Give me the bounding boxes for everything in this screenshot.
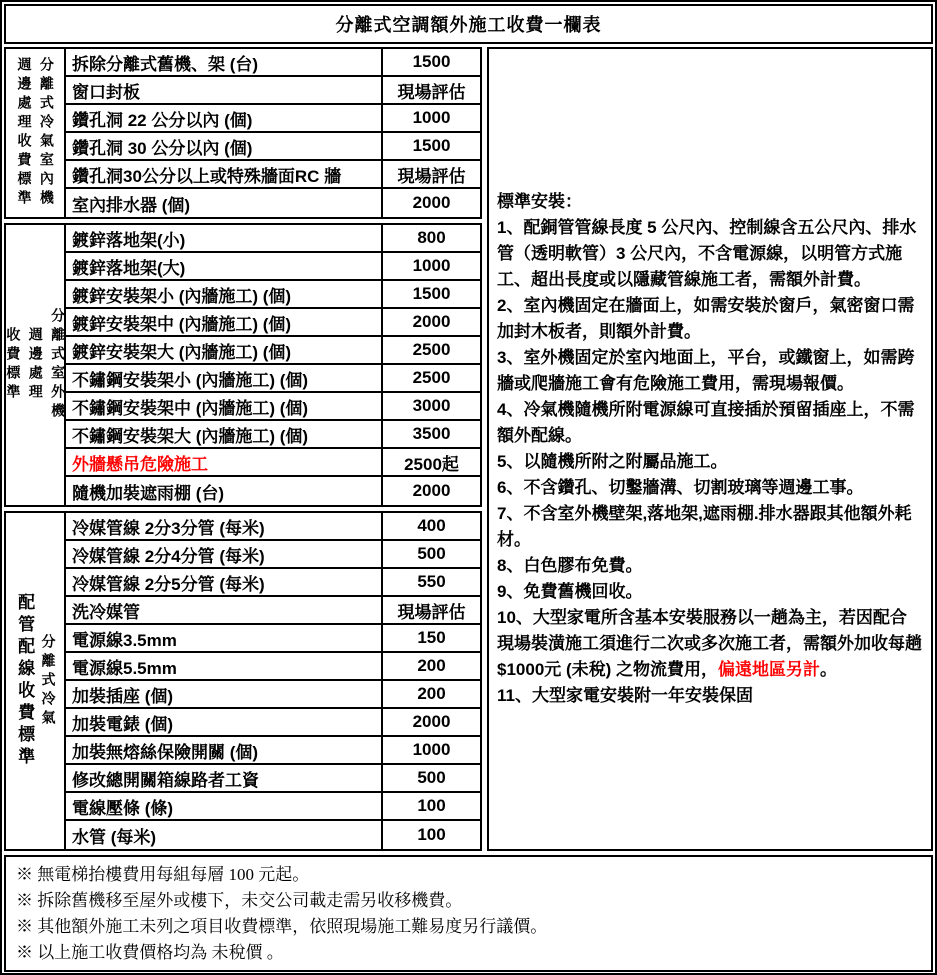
fee-item-price: 1000 bbox=[412, 740, 451, 759]
table-row bbox=[66, 421, 480, 449]
fee-item-price: 2500起 bbox=[404, 454, 459, 474]
note-line: 6、不含鑽孔、切鑿牆溝、切割玻璃等週邊工事。 bbox=[497, 478, 864, 497]
footnote-line: ※ 無電梯抬樓費用每組每層 100 元起。 bbox=[16, 865, 310, 884]
fee-item-label: 鑽孔洞30公分以上或特殊牆面RC 牆 bbox=[66, 161, 383, 187]
fee-item-label-danger: 外牆懸吊危險施工 bbox=[66, 449, 383, 475]
fee-item-label: 修改總開關箱線路者工資 bbox=[66, 765, 383, 791]
fee-item-price: 500 bbox=[417, 768, 446, 787]
section-indoor-unit bbox=[4, 47, 482, 219]
fee-item-price: 1500 bbox=[412, 52, 451, 71]
table-row bbox=[66, 709, 480, 737]
section-piping-wiring-label bbox=[6, 513, 66, 849]
fee-item-label: 冷媒管線 2分5分管 (每米) bbox=[66, 569, 383, 595]
section-indoor-unit-rows bbox=[66, 49, 480, 217]
notes-heading: 標準安裝： bbox=[497, 192, 582, 211]
footnotes bbox=[4, 855, 933, 972]
fee-item-price: 200 bbox=[417, 684, 446, 703]
table-row bbox=[66, 337, 480, 365]
note-line-10-period: 。 bbox=[820, 660, 838, 679]
fee-item-price: 100 bbox=[417, 825, 446, 844]
note-line: 7、不含室外機壁架,落地架,遮雨棚.排水器跟其他額外耗材。 bbox=[497, 504, 912, 549]
note-line-10-text: 10、大型家電所含基本安裝服務以一趟為主，若因配合現場裝潢施工須進行二次或多次施工者，需額外加收每趟 $1000元 (未稅) 之物流費用， bbox=[497, 608, 922, 679]
fee-item-price: 現場評估 bbox=[397, 602, 466, 622]
table-row bbox=[66, 513, 480, 541]
note-line: 1、配銅管管線長度 5 公尺內、控制線含五公尺內、排水管（透明軟管）3 公尺內，不含電源線，以明管方式施工、超出長度或以隱藏管線施工者，需額外計費。 bbox=[497, 218, 917, 289]
fee-item-label: 電線壓條 (條) bbox=[66, 793, 383, 819]
section-piping-wiring bbox=[4, 511, 482, 851]
table-row bbox=[66, 225, 480, 253]
fee-item-label: 鍍鋅落地架(小) bbox=[66, 225, 383, 251]
fee-sections-column bbox=[4, 47, 482, 851]
table-row bbox=[66, 281, 480, 309]
table-row bbox=[66, 393, 480, 421]
fee-item-label: 不鏽鋼安裝架小 (內牆施工) (個) bbox=[66, 365, 383, 391]
fee-item-label: 不鏽鋼安裝架中 (內牆施工) (個) bbox=[66, 393, 383, 419]
note-line: 5、以隨機所附之附屬品施工。 bbox=[497, 452, 728, 471]
table-row bbox=[66, 541, 480, 569]
fee-item-price: 3500 bbox=[412, 424, 451, 443]
fee-item-price: 2500 bbox=[412, 340, 451, 359]
note-line: 8、白色膠布免費。 bbox=[497, 556, 643, 575]
table-row bbox=[66, 737, 480, 765]
fee-item-price: 150 bbox=[417, 628, 446, 647]
note-line: 3、室外機固定於室內地面上，平台，或鐵窗上，如需跨牆或爬牆施工會有危險施工費用，需現場報價。 bbox=[497, 348, 915, 393]
fee-item-label: 窗口封板 bbox=[66, 77, 383, 103]
fee-item-label: 鍍鋅安裝架中 (內牆施工) (個) bbox=[66, 309, 383, 335]
section-outdoor-unit-label bbox=[6, 225, 66, 505]
table-row bbox=[66, 309, 480, 337]
vertical-label: 分離式冷氣 bbox=[40, 633, 57, 729]
fee-item-label: 室內排水器 (個) bbox=[66, 189, 383, 217]
table-row bbox=[66, 105, 480, 133]
note-line: 11、大型家電安裝附一年安裝保固 bbox=[497, 686, 753, 705]
table-row bbox=[66, 793, 480, 821]
fee-item-label: 鑽孔洞 30 公分以內 (個) bbox=[66, 133, 383, 159]
table-row bbox=[66, 681, 480, 709]
table-row bbox=[66, 133, 480, 161]
footnote-line: ※ 以上施工收費價格均為 未稅價 。 bbox=[16, 943, 284, 962]
note-line-10-remote-area-highlight: 偏遠地區另計 bbox=[718, 660, 821, 679]
standard-install-notes bbox=[487, 47, 933, 851]
footnote-line: ※ 拆除舊機移至屋外或樓下，未交公司載走需另收移機費。 bbox=[16, 891, 463, 910]
fee-item-label: 冷媒管線 2分4分管 (每米) bbox=[66, 541, 383, 567]
section-outdoor-unit-rows bbox=[66, 225, 480, 505]
note-line: 9、免費舊機回收。 bbox=[497, 582, 643, 601]
vertical-label: 週邊處理收費標準 bbox=[16, 57, 33, 209]
table-row bbox=[66, 569, 480, 597]
table-row bbox=[66, 189, 480, 217]
fee-item-price: 2000 bbox=[412, 193, 451, 212]
fee-item-label: 鍍鋅安裝架小 (內牆施工) (個) bbox=[66, 281, 383, 307]
note-line: 2、室內機固定在牆面上，如需安裝於窗戶，氣密窗口需加封木板者，則額外計費。 bbox=[497, 296, 915, 341]
fee-item-price: 1500 bbox=[412, 136, 451, 155]
fee-item-price: 2000 bbox=[412, 481, 451, 500]
fee-item-price: 1000 bbox=[412, 108, 451, 127]
fee-item-label: 加裝無熔絲保險開關 (個) bbox=[66, 737, 383, 763]
table-row bbox=[66, 625, 480, 653]
fee-item-label: 拆除分離式舊機、架 (台) bbox=[66, 49, 383, 75]
fee-item-label: 加裝電錶 (個) bbox=[66, 709, 383, 735]
table-row bbox=[66, 597, 480, 625]
fee-item-label: 鍍鋅落地架(大) bbox=[66, 253, 383, 279]
fee-item-label: 冷媒管線 2分3分管 (每米) bbox=[66, 513, 383, 539]
fee-item-label: 鑽孔洞 22 公分以內 (個) bbox=[66, 105, 383, 131]
section-piping-wiring-rows bbox=[66, 513, 480, 849]
main-area bbox=[4, 47, 933, 851]
footnote-line: ※ 其他額外施工未列之項目收費標準，依照現場施工難易度另行議價。 bbox=[16, 917, 548, 936]
page-title: 分離式空調額外施工收費一欄表 bbox=[4, 4, 933, 44]
fee-item-label: 水管 (每米) bbox=[66, 821, 383, 849]
fee-item-price: 2500 bbox=[412, 368, 451, 387]
table-row bbox=[66, 49, 480, 77]
vertical-label: 分離式冷氣室內機 bbox=[38, 57, 55, 209]
table-row bbox=[66, 653, 480, 681]
fee-item-price: 現場評估 bbox=[397, 82, 466, 102]
vertical-label: 收費標準 bbox=[5, 327, 22, 403]
table-row bbox=[66, 253, 480, 281]
table-row bbox=[66, 821, 480, 849]
table-row bbox=[66, 365, 480, 393]
table-row bbox=[66, 477, 480, 505]
section-indoor-unit-label bbox=[6, 49, 66, 217]
fee-item-price: 550 bbox=[417, 572, 446, 591]
fee-item-label: 洗冷媒管 bbox=[66, 597, 383, 623]
table-row bbox=[66, 77, 480, 105]
note-line-10 bbox=[497, 605, 923, 683]
note-line: 4、冷氣機隨機所附電源線可直接插於預留插座上，不需額外配線。 bbox=[497, 400, 915, 445]
fee-item-price: 3000 bbox=[412, 396, 451, 415]
fee-item-price: 現場評估 bbox=[397, 166, 466, 186]
table-row-danger-work bbox=[66, 449, 480, 477]
fee-item-price: 400 bbox=[417, 516, 446, 535]
fee-item-price: 1000 bbox=[412, 256, 451, 275]
fee-item-label: 鍍鋅安裝架大 (內牆施工) (個) bbox=[66, 337, 383, 363]
fee-item-label: 電源線3.5mm bbox=[66, 625, 383, 651]
fee-item-price: 500 bbox=[417, 544, 446, 563]
fee-item-label: 隨機加裝遮雨棚 (台) bbox=[66, 477, 383, 505]
fee-item-label: 電源線5.5mm bbox=[66, 653, 383, 679]
vertical-label: 週邊處理 bbox=[27, 327, 44, 403]
fee-item-label: 加裝插座 (個) bbox=[66, 681, 383, 707]
fee-item-price: 200 bbox=[417, 656, 446, 675]
fee-item-label: 不鏽鋼安裝架大 (內牆施工) (個) bbox=[66, 421, 383, 447]
fee-item-price: 2000 bbox=[412, 712, 451, 731]
vertical-label: 配管配線收費標準 bbox=[15, 593, 35, 769]
fee-item-price: 2000 bbox=[412, 312, 451, 331]
table-row bbox=[66, 161, 480, 189]
fee-item-price: 1500 bbox=[412, 284, 451, 303]
section-outdoor-unit bbox=[4, 223, 482, 507]
fee-item-price: 100 bbox=[417, 796, 446, 815]
fee-item-price: 800 bbox=[417, 228, 446, 247]
table-row bbox=[66, 765, 480, 793]
vertical-label: 分離式室外機 bbox=[50, 308, 67, 422]
